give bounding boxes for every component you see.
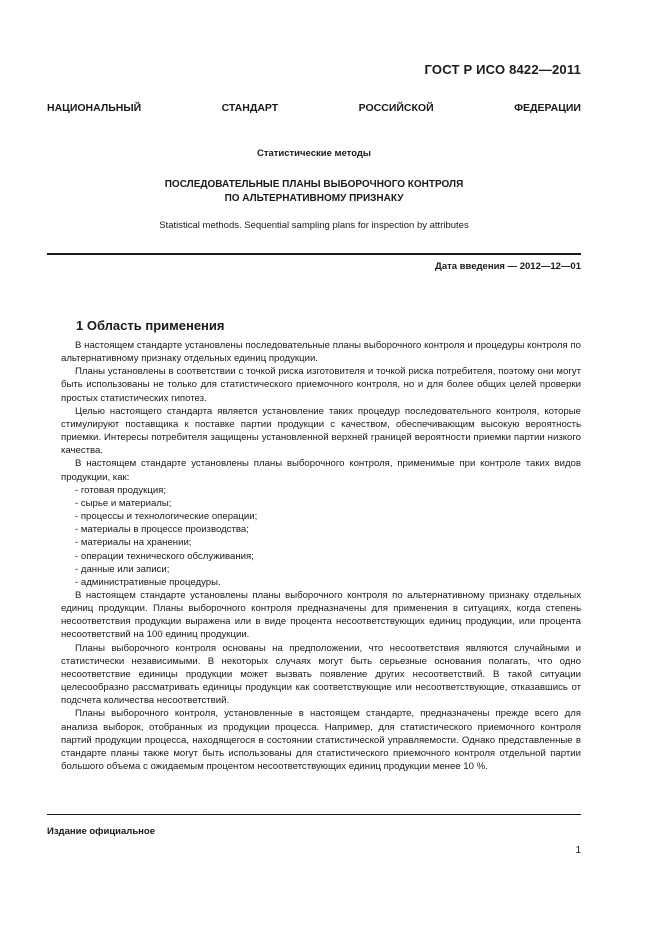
section-body — [61, 339, 581, 773]
english-title: Statistical methods. Sequential sampling plans for inspection by attributes — [159, 220, 469, 231]
paragraph: Планы выборочного контроля, установленные в настоящем стандарте, предназначены прежде всего для анализа выборок, отобранных из продукции процесса. Например, для статистического приемочного контроля партий продукции процесса, находящегося в состоянии статистической управляемости. Однако представленные в стандарте планы также могут быть использованы для статистического приемочного контроля отдельной партии большого объема с ожидаемым процентом несоответствующих единиц продукции менее 10 %. — [61, 708, 581, 772]
list-item: - сырье и материалы; — [75, 497, 172, 509]
section-title: 1 Область применения — [76, 318, 225, 333]
title-divider — [47, 253, 581, 255]
edition-label: Издание официальное — [47, 826, 155, 837]
paragraph: В настоящем стандарте установлены планы выборочного контроля, применимые при контроле таких видов продукции, как: — [61, 458, 581, 483]
footer-divider — [47, 814, 581, 815]
national-word: НАЦИОНАЛЬНЫЙ — [47, 102, 142, 114]
paragraph: Планы выборочного контроля основаны на предположении, что несоответствия являются случайными и статистически независимыми. В некоторых случаях могут быть серьезные основания полагать, что одно несоответствие единицы продукции может вызвать появление других несоответствий. В такой ситуации целесообразно рассматривать единицы продукции как соответствующие или несоответствующие, отказавшись от подсчета количества несоответствий. — [61, 642, 581, 707]
list-item: - материалы в процессе производства; — [75, 524, 249, 536]
product-types-list — [61, 484, 581, 589]
introduction-date: Дата введения — 2012—12—01 — [435, 261, 581, 272]
russian-word: РОССИЙСКОЙ — [358, 102, 434, 114]
list-item: - материалы на хранении; — [75, 537, 192, 549]
category-label: Статистические методы — [256, 148, 372, 159]
standard-word: СТАНДАРТ — [221, 102, 279, 114]
page-number: 1 — [575, 845, 581, 856]
paragraph: Целью настоящего стандарта является установление таких процедур последовательного контроля, которые стимулируют поставщика к поставке партии продукции с качеством, обеспечивающим высокую вероятность приемки. Интересы потребителя защищены установленной верхней границей вероятности приемки партии низкого качества. — [61, 405, 581, 457]
list-item: - процессы и технологические операции; — [75, 511, 258, 523]
standard-code: ГОСТ Р ИСО 8422—2011 — [424, 62, 581, 77]
title-line-2: ПО АЛЬТЕРНАТИВНОМУ ПРИЗНАКУ — [224, 193, 404, 204]
federation-word: ФЕДЕРАЦИИ — [514, 102, 581, 114]
title-line-1: ПОСЛЕДОВАТЕЛЬНЫЕ ПЛАНЫ ВЫБОРОЧНОГО КОНТРОЛЯ — [164, 179, 464, 190]
list-item: - данные или записи; — [75, 563, 170, 575]
document-title — [47, 178, 581, 206]
list-item: - операции технического обслуживания; — [75, 550, 254, 562]
list-item: - административные процедуры. — [75, 576, 221, 588]
paragraph: В настоящем стандарте установлены планы выборочного контроля по альтернативному признаку отдельных единиц продукции. Планы выборочного контроля предназначены для применения в ситуациях, когда степень несоответствия продукции выражена или в виде процента несоответствующих единиц продукции, или процента несоответствий на 100 единиц продукции. — [61, 589, 581, 641]
paragraph: Планы установлены в соответствии с точкой риска изготовителя и точкой риска потребителя, поэтому они могут быть использованы не только для статистического приемочного контроля, но и для более общих целей проверки простых статистических гипотез. — [61, 366, 581, 404]
paragraph: В настоящем стандарте установлены последовательные планы выборочного контроля и процедуры контроля по альтернативному признаку отдельных единиц продукции. — [61, 340, 581, 365]
list-item: - готовая продукция; — [75, 484, 167, 496]
national-standard-heading — [47, 102, 581, 114]
